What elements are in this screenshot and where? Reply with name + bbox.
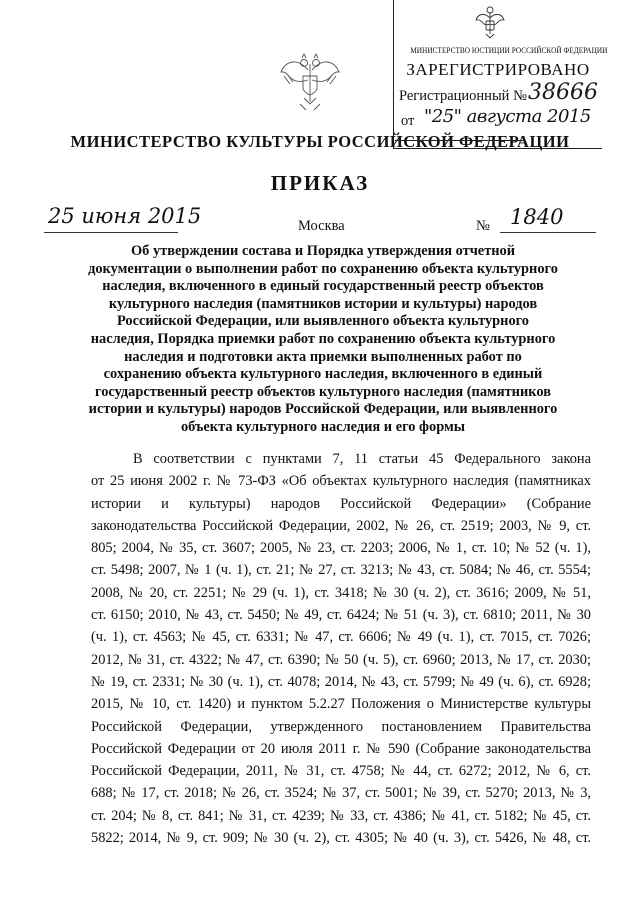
ministry-title: МИНИСТЕРСТВО КУЛЬТУРЫ РОССИЙСКОЙ ФЕДЕРАЦИИ — [70, 132, 570, 151]
body-line: (ч. 1), ст. 4563; № 45, ст. 6331; № 47, ст. 6606; № 49 (ч. 1), ст. 7015, ст. 7026; — [91, 629, 591, 646]
title-line: документации о выполнении работ по сохранению объекта культурного — [88, 260, 558, 277]
registration-stamp — [393, 0, 608, 149]
stamp-reg-label: Регистрационный № — [399, 88, 527, 104]
title-line: сохранению объекта культурного наследия, включенного в единый — [103, 366, 543, 383]
body-line: законодательства Российской Федерации, 2002, № 26, ст. 2519; 2003, № 9, ст. — [91, 517, 591, 534]
title-line: Об утверждении состава и Порядка утверждения отчетной — [130, 243, 516, 259]
stamp-registered: ЗАРЕГИСТРИРОВАНО — [406, 60, 590, 79]
title-line: наследия, Порядка приемки работ по сохранению объекта культурного — [90, 330, 556, 347]
strike-line — [395, 140, 525, 141]
body-line: 688; № 17, ст. 2018; № 26, ст. 3524; № 37, ст. 5001; № 39, ст. 5270; 2013, № 3, — [91, 785, 591, 802]
body-line: Российской Федерации, 2011, № 31, ст. 4758; № 44, ст. 6272; 2012, № 6, ст. — [91, 763, 591, 780]
order-date: 25 июня 2015 — [48, 204, 202, 228]
number-label: № — [476, 218, 490, 234]
title-line: наследия, включенного в единый государственный реестр объектов — [102, 278, 544, 295]
city: Москва — [298, 218, 345, 234]
stamp-date: "25" августа 2015 — [424, 106, 591, 127]
body-line: истории и культуры) народов Российской Федерации» (Собрание — [91, 495, 591, 512]
number-underline — [500, 232, 596, 233]
stamp-reg-number: 38666 — [528, 80, 598, 105]
body-line: ст. 6150; 2010, № 43, ст. 5450; № 49, ст. 6424; № 51 (ч. 3), ст. 6810; 2011, № 30 — [91, 607, 591, 624]
title-line: культурного наследия (памятников истории и культуры) народов — [108, 295, 538, 312]
body-line: В соответствии с пунктами 7, 11 статьи 45 Федерального закона — [133, 451, 591, 467]
eagle-emblem-icon — [474, 4, 506, 40]
body-line: Российской Федерации, утвержденного постановлением Правительства — [91, 718, 591, 735]
title-line: Российской Федерации, или выявленного объекта культурного — [116, 313, 530, 330]
body-line: 2008, № 20, ст. 2251; № 29 (ч. 1), ст. 3418; № 30 (ч. 2), ст. 3616; 2009, № 51, — [91, 584, 591, 601]
coat-of-arms-icon — [278, 52, 342, 114]
body-line: 2015, № 10, ст. 1420) и пунктом 5.2.27 Положения о Министерстве культуры — [91, 696, 591, 713]
body-line: ст. 5498; 2007, № 1 (ч. 1), ст. 21; № 27, ст. 3213; № 43, ст. 5084; № 46, ст. 5554; — [91, 562, 591, 579]
stamp-date-label: от — [401, 113, 415, 129]
body-line: Российской Федерации от 20 июля 2011 г. № 590 (Собрание законодательства — [91, 740, 591, 757]
document-type: ПРИКАЗ — [270, 171, 370, 195]
body-line: 805; 2004, № 35, ст. 3607; 2005, № 23, ст. 2203; 2006, № 1, ст. 10; № 52 (ч. 1), — [91, 540, 591, 557]
order-number: 1840 — [510, 205, 564, 229]
title-line: истории и культуры) народов Российской Федерации, или выявленного — [88, 401, 558, 418]
title-line: объекта культурного наследия и его формы — [180, 418, 466, 435]
body-line: ст. 204; № 8, ст. 841; № 31, ст. 4239; № 33, ст. 4386; № 41, ст. 5182; № 45, ст. — [91, 807, 591, 824]
stamp-ministry: МИНИСТЕРСТВО ЮСТИЦИИ РОССИЙСКОЙ ФЕДЕРАЦИИ — [410, 45, 608, 55]
body-line: от 25 июня 2002 г. № 73-ФЗ «Об объектах культурного наследия (памятниках — [91, 473, 591, 490]
order-title — [86, 243, 560, 437]
body-line: № 19, ст. 2331; № 30 (ч. 1), ст. 4078; 2014, № 43, ст. 5799; № 49 (ч. 6), ст. 6928; — [91, 673, 591, 690]
date-underline — [44, 232, 178, 233]
title-line: наследия и подготовки акта приемки выполненных работ по — [124, 348, 522, 365]
title-line: государственный реестр объектов культурного наследия (памятников — [95, 383, 551, 400]
body-text — [91, 448, 591, 849]
body-line: 5822; 2014, № 9, ст. 909; № 30 (ч. 2), ст. 4305; № 40 (ч. 3), ст. 5426, № 48, ст. — [91, 830, 591, 847]
body-line: 2012, № 31, ст. 4322; № 47, ст. 6390; № 50 (ч. 5), ст. 6960; 2013, № 17, ст. 2030; — [91, 651, 591, 668]
